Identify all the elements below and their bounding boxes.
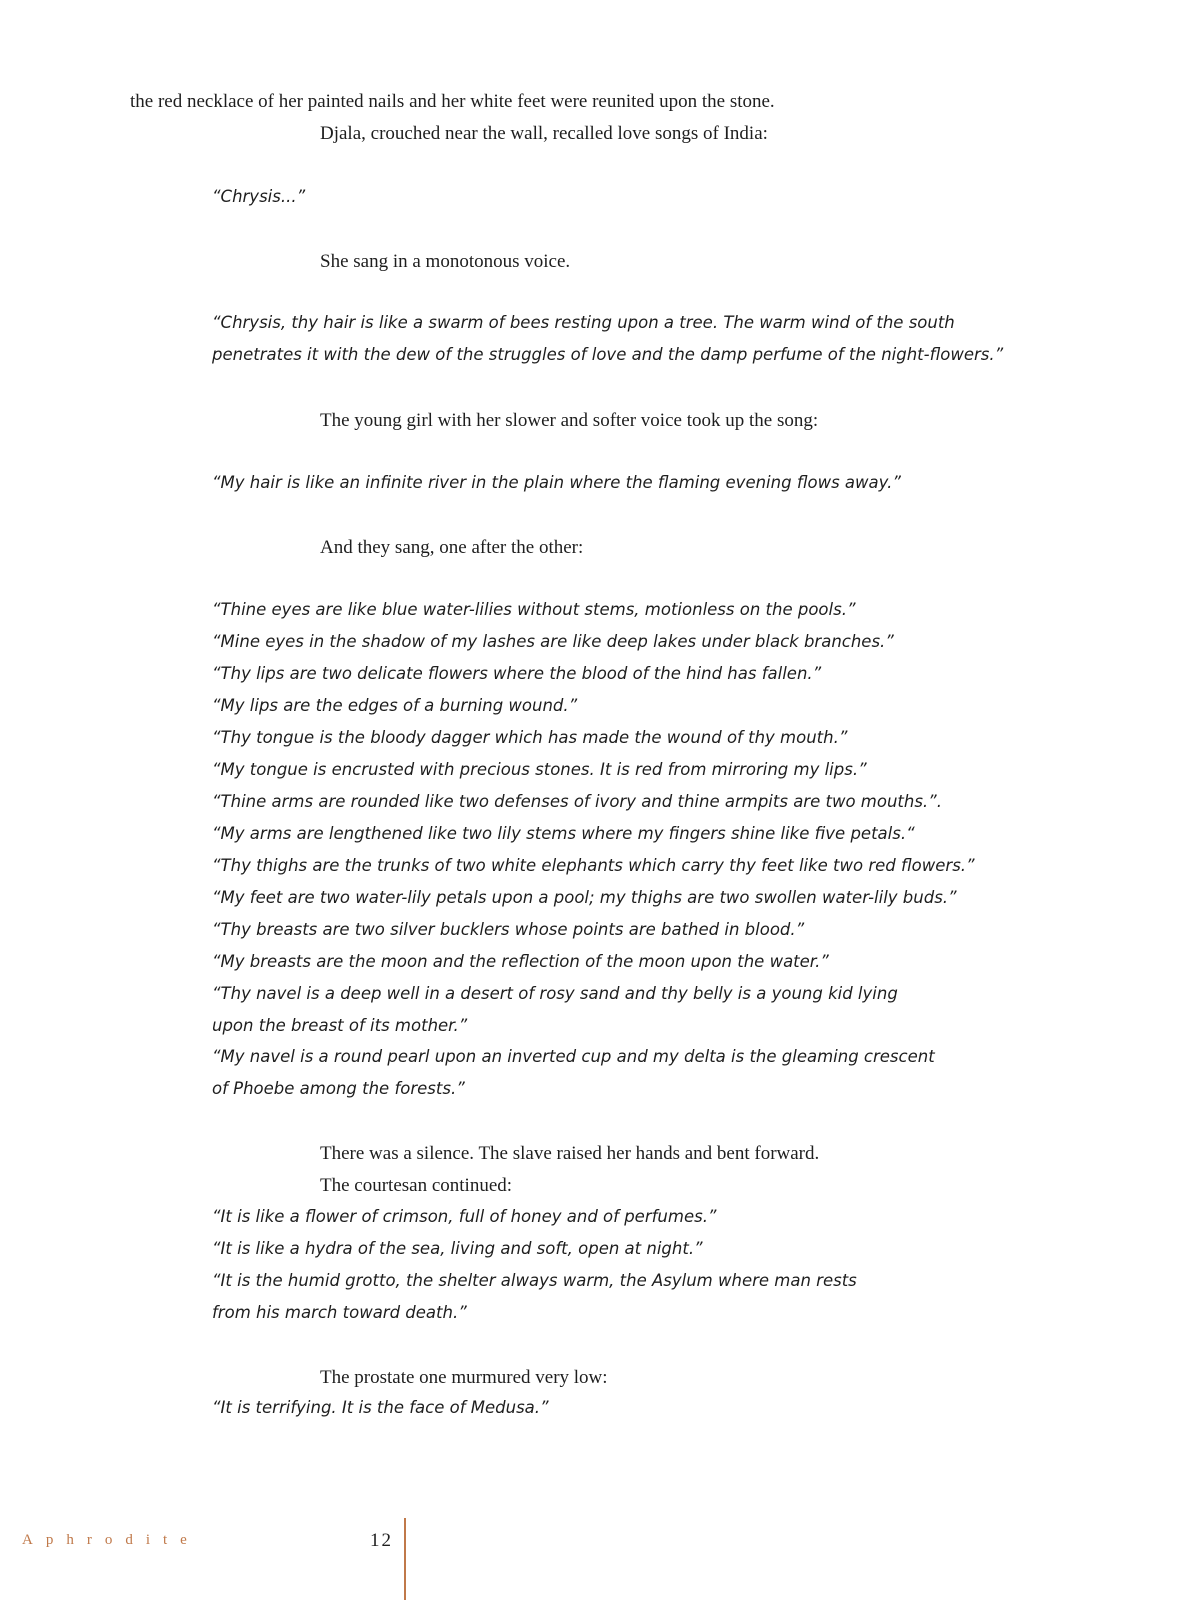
- footer-book-title: Aphrodite: [22, 1532, 200, 1548]
- verse-line: “Thy tongue is the bloody dagger which has made the wound of thy mouth.”: [212, 728, 848, 747]
- text-line: the red necklace of her painted nails and her white feet were reunited upon the stone.: [130, 91, 775, 112]
- verse-line: “Mine eyes in the shadow of my lashes are like deep lakes under black branches.”: [212, 632, 894, 651]
- verse-line: “Thy breasts are two silver bucklers whose points are bathed in blood.”: [212, 920, 805, 939]
- page-number: 12: [370, 1530, 393, 1551]
- text-line: Djala, crouched near the wall, recalled love songs of India:: [320, 123, 768, 144]
- verse-line: “Thine eyes are like blue water-lilies without stems, motionless on the pools.”: [212, 600, 856, 619]
- verse-line: “Chrysis...”: [212, 187, 306, 206]
- verse-line: “Chrysis, thy hair is like a swarm of bees resting upon a tree. The warm wind of the south: [212, 313, 955, 332]
- text-line: There was a silence. The slave raised her hands and bent forward.: [320, 1143, 820, 1164]
- verse-line: from his march toward death.”: [212, 1303, 467, 1322]
- verse-line: “My lips are the edges of a burning wound.”: [212, 696, 578, 715]
- verse-line: “It is like a flower of crimson, full of honey and of perfumes.”: [212, 1207, 717, 1226]
- text-line: She sang in a monotonous voice.: [320, 251, 571, 272]
- text-line: The young girl with her slower and softer voice took up the song:: [320, 410, 819, 431]
- verse-line: “My tongue is encrusted with precious stones. It is red from mirroring my lips.”: [212, 760, 867, 779]
- verse-line: “It is terrifying. It is the face of Medusa.”: [212, 1398, 549, 1417]
- verse-line: “Thine arms are rounded like two defenses of ivory and thine armpits are two mouths.”.: [212, 792, 942, 811]
- verse-line: “Thy navel is a deep well in a desert of rosy sand and thy belly is a young kid lying: [212, 984, 898, 1003]
- verse-line: upon the breast of its mother.”: [212, 1016, 468, 1035]
- verse-line: “My feet are two water-lily petals upon a pool; my thighs are two swollen water-lily buds.”: [212, 888, 957, 907]
- verse-line: “Thy thighs are the trunks of two white elephants which carry thy feet like two red flowers.”: [212, 856, 975, 875]
- verse-line: of Phoebe among the forests.”: [212, 1079, 465, 1098]
- verse-line: “It is like a hydra of the sea, living and soft, open at night.”: [212, 1239, 703, 1258]
- verse-line: “It is the humid grotto, the shelter always warm, the Asylum where man rests: [212, 1271, 857, 1290]
- verse-line: “Thy lips are two delicate flowers where the blood of the hind has fallen.”: [212, 664, 822, 683]
- verse-line: penetrates it with the dew of the struggles of love and the damp perfume of the night-flowers.”: [212, 345, 1004, 364]
- verse-line: “My arms are lengthened like two lily stems where my fingers shine like five petals.“: [212, 824, 915, 843]
- text-line: The courtesan continued:: [320, 1175, 513, 1196]
- footer-rule: [404, 1518, 406, 1600]
- verse-line: “My hair is like an infinite river in the plain where the flaming evening flows away.”: [212, 473, 901, 492]
- verse-line: “My breasts are the moon and the reflection of the moon upon the water.”: [212, 952, 829, 971]
- text-line: And they sang, one after the other:: [320, 537, 584, 558]
- text-line: The prostate one murmured very low:: [320, 1367, 608, 1388]
- verse-line: “My navel is a round pearl upon an inverted cup and my delta is the gleaming crescent: [212, 1047, 935, 1066]
